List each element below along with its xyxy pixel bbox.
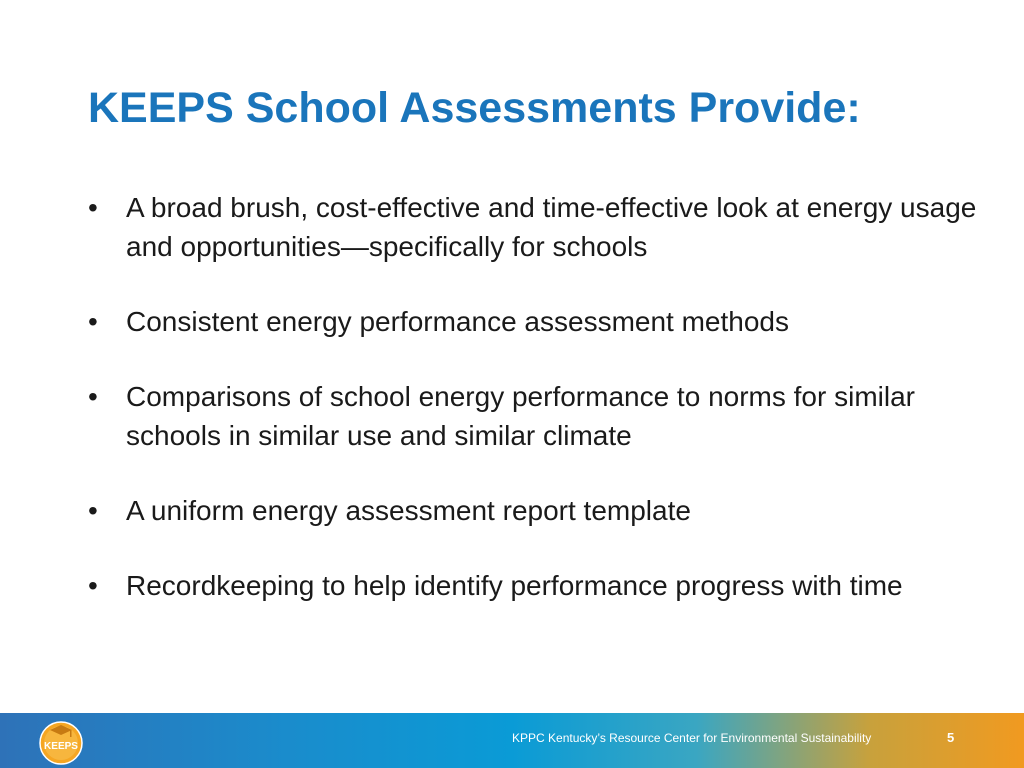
bullet-marker: • <box>88 495 98 526</box>
footer-bar <box>0 713 1024 768</box>
slide-title: KEEPS School Assessments Provide: <box>88 84 861 132</box>
bullet-text: Recordkeeping to help identify performance progress with time <box>126 570 903 601</box>
bullet-text: A uniform energy assessment report template <box>126 495 691 526</box>
keeps-logo-icon <box>36 716 86 766</box>
bullet-marker: • <box>88 381 98 412</box>
bullet-text: A broad brush, cost-effective and time-effective look at energy usage and opportunities—specifically for schools <box>126 192 977 262</box>
bullet-text: Consistent energy performance assessment methods <box>126 306 789 337</box>
bullet-text: Comparisons of school energy performance to norms for similar schools in similar use and similar climate <box>126 381 915 451</box>
bullet-item <box>88 188 988 266</box>
bullet-marker: • <box>88 306 98 337</box>
bullet-item <box>88 566 988 605</box>
logo-text: KEEPS <box>44 741 78 752</box>
bullet-item <box>88 491 988 530</box>
bullet-marker: • <box>88 570 98 601</box>
bullet-list <box>88 188 988 641</box>
bullet-item <box>88 377 988 455</box>
bullet-item <box>88 302 988 341</box>
bullet-marker: • <box>88 192 98 223</box>
page-number: 5 <box>947 730 955 745</box>
footer-organization-text: KPPC Kentucky’s Resource Center for Environmental Sustainability <box>512 731 872 745</box>
